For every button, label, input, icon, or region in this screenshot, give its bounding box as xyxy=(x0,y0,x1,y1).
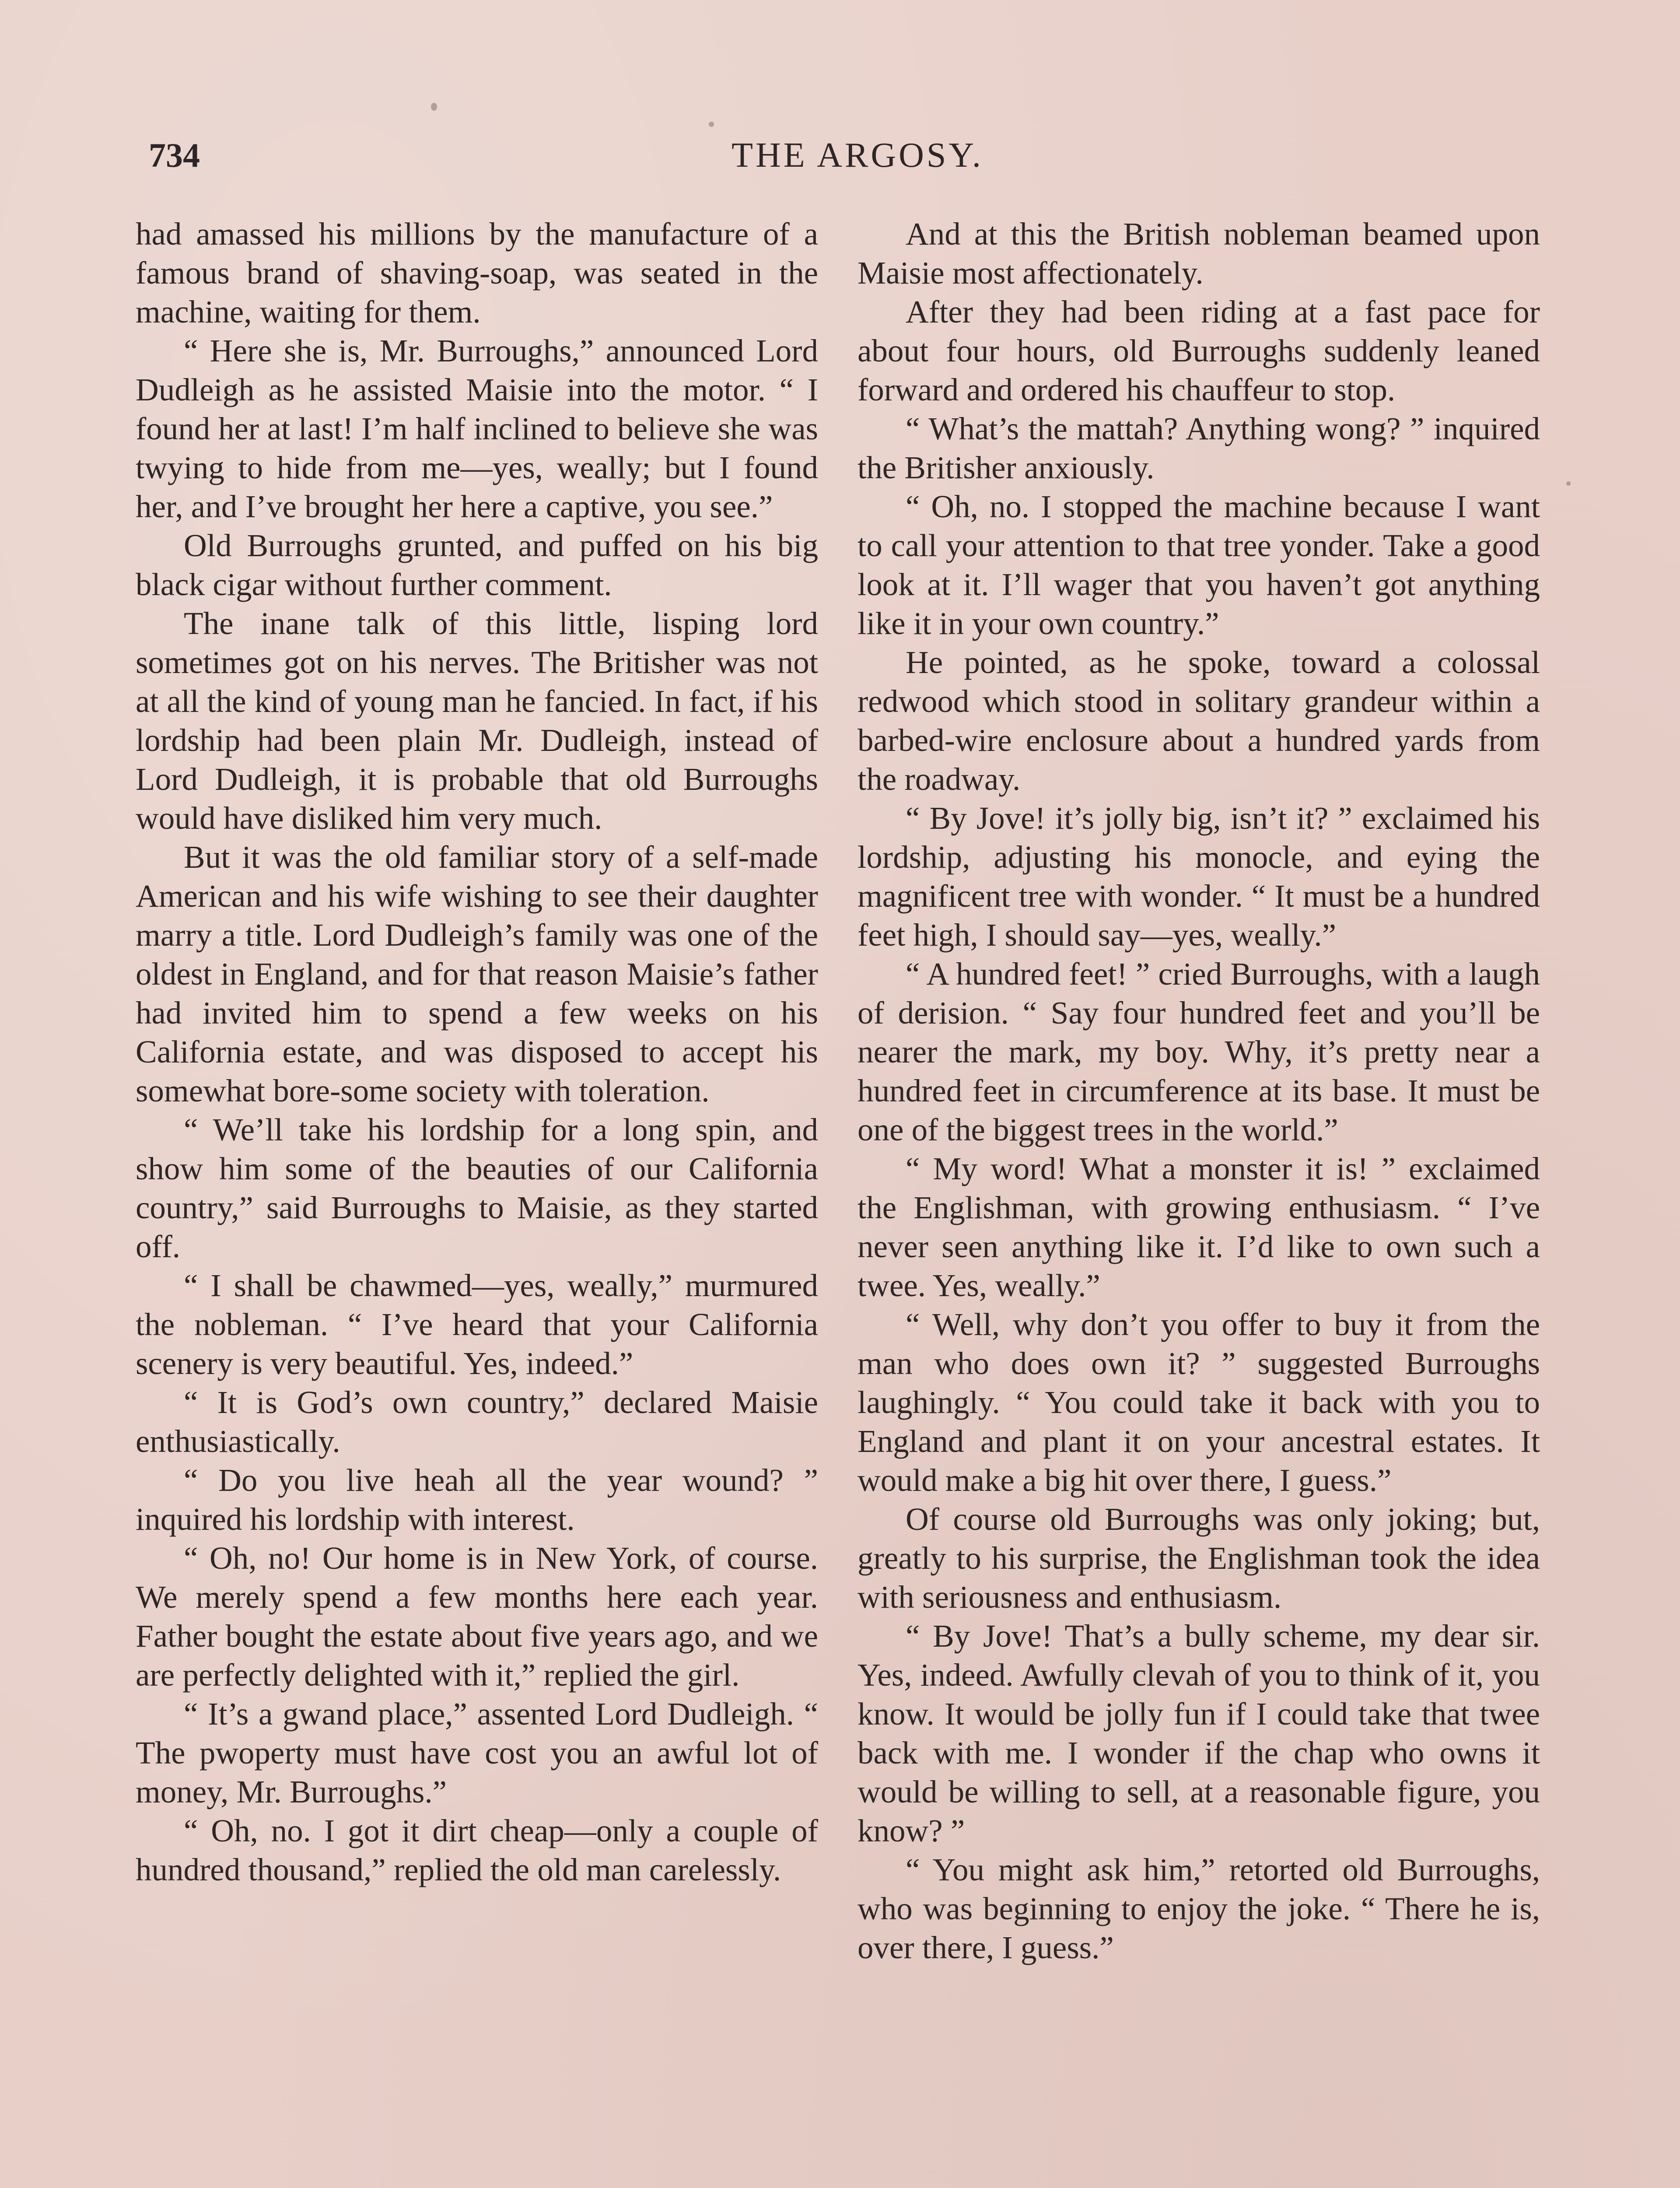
paper-speck xyxy=(1566,481,1571,486)
paragraph: “ Oh, no. I stopped the machine because I want to call your attention to that tree yonder. Take a good look at it. I’ll wager that you haven’t got anything like it in your own country.” xyxy=(858,489,1540,641)
paragraph: He pointed, as he spoke, toward a colossal redwood which stood in solitary grandeur within a barbed-wire enclosure about a hundred yards from the roadway. xyxy=(858,645,1540,797)
paragraph: “ A hundred feet! ” cried Burroughs, with a laugh of derision. “ Say four hundred feet and you’ll be nearer the mark, my boy. Why, it’s pretty near a hundred feet in circumference at its base. It must be one of the biggest trees in the world.” xyxy=(858,956,1540,1147)
paragraph: After they had been riding at a fast pace for about four hours, old Burroughs suddenly leaned forward and ordered his chauffeur to stop. xyxy=(858,294,1540,407)
paragraph: “ It is God’s own country,” declared Maisie enthusiastically. xyxy=(136,1385,818,1459)
paragraph: “ By Jove! it’s jolly big, isn’t it? ” exclaimed his lordship, adjusting his monocle, and eying the magnificent tree with wonder. “ It must be a hundred feet high, I should say—yes, weally.” xyxy=(858,800,1540,953)
paper-speck xyxy=(431,103,437,111)
paragraph: Of course old Burroughs was only joking; but, greatly to his surprise, the Englishman took the idea with seriousness and enthusiasm. xyxy=(858,1501,1540,1615)
paragraph: “ Well, why don’t you offer to buy it from the man who does own it? ” suggested Burroughs laughingly. “ You could take it back with you to England and plant it on your ancestral estates. It would make a big hit over there, I guess.” xyxy=(858,1307,1540,1498)
paragraph: But it was the old familiar story of a self-made American and his wife wishing to see their daughter marry a title. Lord Dudleigh’s family was one of the oldest in England, and for that reason Maisie’s father had invited him to spend a few weeks on his California estate, and was disposed to accept his somewhat bore-some society with toleration. xyxy=(136,839,818,1108)
paragraph: “ Do you live heah all the year wound? ” inquired his lordship with interest. xyxy=(136,1462,818,1537)
paragraph: “ My word! What a monster it is! ” exclaimed the Englishman, with growing enthusiasm. “ I’ve never seen anything like it. I’d like to own such a twee. Yes, weally.” xyxy=(858,1151,1540,1303)
paragraph: And at this the British nobleman beamed upon Maisie most affectionately. xyxy=(858,216,1540,291)
paragraph: Old Burroughs grunted, and puffed on his big black cigar without further comment. xyxy=(136,528,818,602)
paragraph: “ I shall be chawmed—yes, weally,” murmured the nobleman. “ I’ve heard that your California scenery is very beautiful. Yes, indeed.” xyxy=(136,1268,818,1381)
paragraph: “ You might ask him,” retorted old Burroughs, who was beginning to enjoy the joke. “ There he is, over there, I guess.” xyxy=(858,1852,1540,1965)
paragraph: “ Oh, no. I got it dirt cheap—only a couple of hundred thousand,” replied the old man carelessly. xyxy=(136,1813,818,1887)
right-column xyxy=(858,214,1540,1967)
paragraph: “ What’s the mattah? Anything wong? ” inquired the Britisher anxiously. xyxy=(858,411,1540,485)
paragraph: “ By Jove! That’s a bully scheme, my dear sir. Yes, indeed. Awfully clevah of you to think of it, you know. It would be jolly fun if I could take that twee back with me. I wonder if the chap who owns it would be willing to sell, at a reasonable figure, you know? ” xyxy=(858,1618,1540,1848)
running-head xyxy=(0,131,1680,179)
paragraph: “ It’s a gwand place,” assented Lord Dudleigh. “ The pwoperty must have cost you an awful lot of money, Mr. Burroughs.” xyxy=(136,1696,818,1809)
paragraph: “ We’ll take his lordship for a long spin, and show him some of the beauties of our California country,” said Burroughs to Maisie, as they started off. xyxy=(136,1112,818,1264)
paper-speck xyxy=(709,122,714,127)
running-title: THE ARGOSY. xyxy=(732,136,984,175)
paragraph: The inane talk of this little, lisping lord sometimes got on his nerves. The Britisher was not at all the kind of young man he fancied. In fact, if his lordship had been plain Mr. Dudleigh, instead of Lord Dudleigh, it is probable that old Burroughs would have disliked him very much. xyxy=(136,606,818,836)
left-column xyxy=(136,214,818,1889)
page-number: 734 xyxy=(149,136,200,174)
paragraph: had amassed his millions by the manufacture of a famous brand of shaving-soap, was seated in the machine, waiting for them. xyxy=(136,216,818,330)
paragraph: “ Oh, no! Our home is in New York, of course. We merely spend a few months here each year. Father bought the estate about five years ago, and we are perfectly delighted with it,” replied the girl. xyxy=(136,1540,818,1693)
paragraph: “ Here she is, Mr. Burroughs,” announced Lord Dudleigh as he assisted Maisie into the motor. “ I found her at last! I’m half inclined to believe she was twying to hide from me—yes, weally; but I found her, and I’ve brought her here a captive, you see.” xyxy=(136,333,818,524)
